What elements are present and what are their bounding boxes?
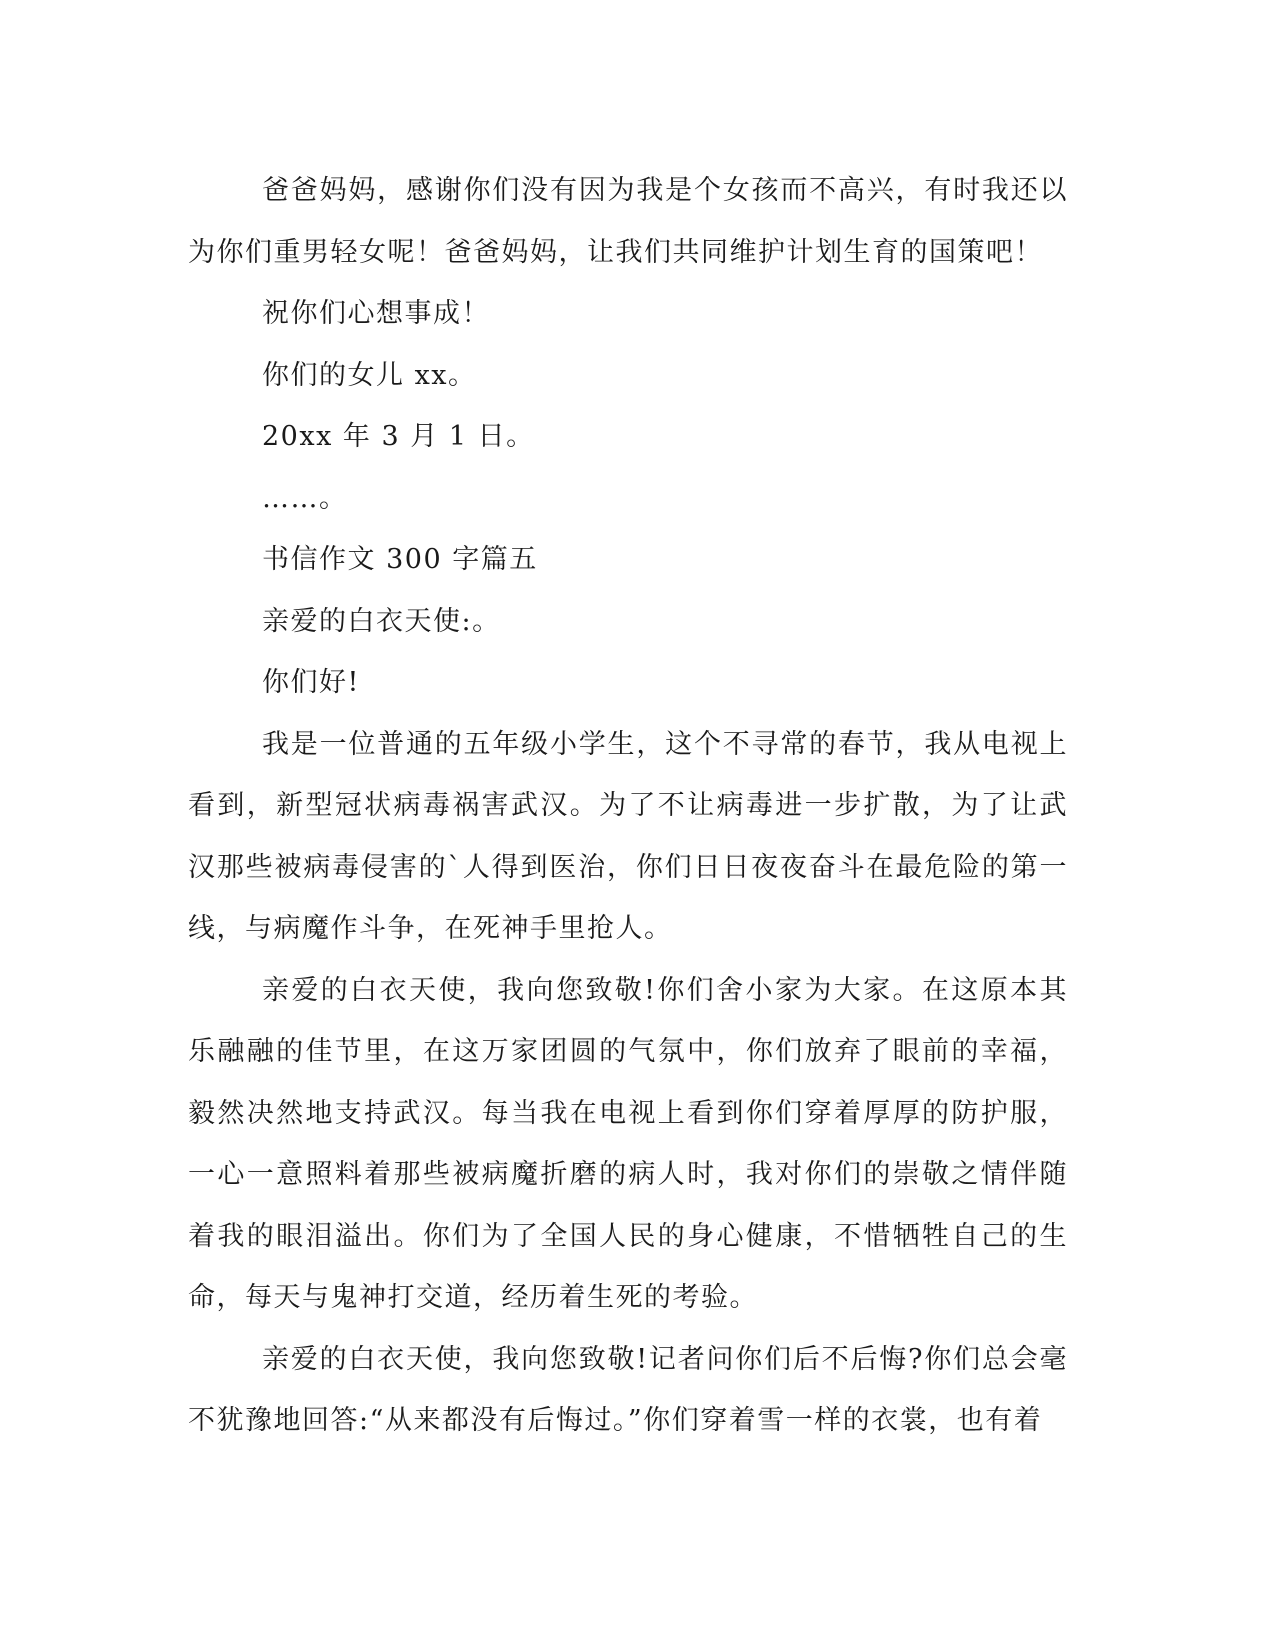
paragraph-tribute-2: 亲爱的白衣天使，我向您致敬!记者问你们后不后悔?你们总会毫不犹豫地回答:“从来都没有后悔过。”你们穿着雪一样的衣裳，也有着 (188, 1343, 1068, 1436)
paragraph-closing-thanks: 爸爸妈妈，感谢你们没有因为我是个女孩而不高兴，有时我还以为你们重男轻女呢！爸爸妈妈，让我们共同维护计划生育的国策吧！ (188, 175, 1068, 268)
paragraph-intro: 我是一位普通的五年级小学生，这个不寻常的春节，我从电视上看到，新型冠状病毒祸害武汉。为了不让病毒进一步扩散，为了让武汉那些被病毒侵害的`人得到医治，你们日日夜夜奋斗在最危险的第一线，与病魔作斗争，在死神手里抢人。 (188, 728, 1068, 944)
paragraph-tribute-1: 亲爱的白衣天使，我向您致敬!你们舍小家为大家。在这原本其乐融融的佳节里，在这万家团圆的气氛中，你们放弃了眼前的幸福，毅然决然地支持武汉。每当我在电视上看到你们穿着厚厚的防护服，一心一意照料着那些被病魔折磨的病人时，我对你们的崇敬之情伴随着我的眼泪溢出。你们为了全国人民的身心健康，不惜牺牲自己的生命，每天与鬼神打交道，经历着生死的考验。 (188, 974, 1068, 1313)
paragraph-wish: 祝你们心想事成！ (262, 298, 490, 329)
paragraph-greeting: 你们好! (262, 667, 360, 698)
paragraph-ellipsis: ……。 (262, 482, 348, 514)
paragraph-signature: 你们的女儿 xx。 (262, 359, 477, 391)
letter-body (188, 160, 1068, 1452)
section-heading: 书信作文 300 字篇五 (262, 544, 538, 575)
paragraph-date: 20xx 年 3 月 1 日。 (262, 421, 535, 452)
paragraph-salutation: 亲爱的白衣天使:。 (262, 605, 501, 637)
